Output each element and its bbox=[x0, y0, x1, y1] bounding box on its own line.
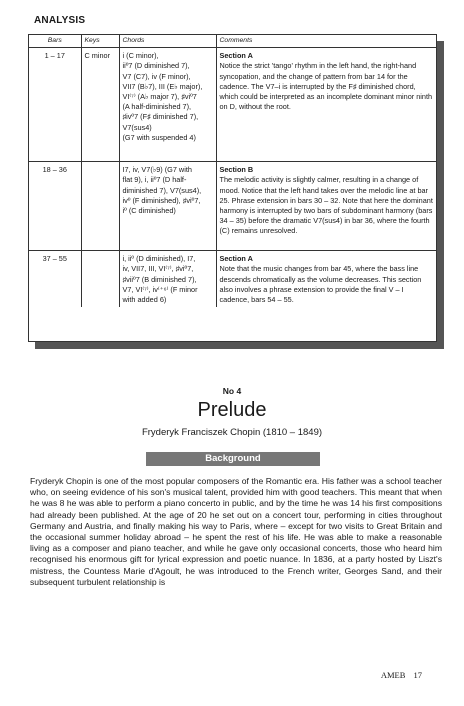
table-row bbox=[29, 48, 436, 162]
chord-line: iiº7 (D diminished 7), bbox=[122, 61, 190, 71]
body-text bbox=[30, 476, 442, 588]
chord-line: iº (C diminished) bbox=[122, 206, 176, 216]
comment-text: Note that the music changes from bar 45, where the bass line descends chromatically as the volume decreases. This section also involves a phrase extension to provide the final V – I cadence, bars 54 – 55. bbox=[219, 264, 422, 305]
chord-line: iv, VII7, III, VI⁽⁷⁾, ♯viº7, bbox=[122, 264, 194, 274]
chord-line: I7, iv, V7(♭9) (G7 with bbox=[122, 165, 192, 175]
chord-line: (G7 with suspended 4) bbox=[122, 132, 196, 142]
chord-line: V7, VI⁽⁷⁾, iv⁽⁺⁶⁾ (F minor bbox=[122, 284, 198, 294]
chord-line: ivº (F diminished), ♯viº7, bbox=[122, 195, 201, 205]
chord-line: (A half-diminished 7), bbox=[122, 102, 192, 112]
section-label: Section B bbox=[219, 165, 254, 175]
chord-line: VII7 (B♭7), III (E♭ major), bbox=[122, 81, 203, 91]
chord-line: ♯viiº7 (B diminished 7), bbox=[122, 274, 197, 284]
row-comments bbox=[216, 162, 436, 251]
row-chords bbox=[119, 251, 216, 308]
background-heading: Background bbox=[146, 452, 320, 466]
header-keys: Keys bbox=[81, 35, 119, 48]
section-label: Section A bbox=[219, 254, 253, 264]
body-paragraph: Fryderyk Chopin is one of the most popular composers of the Romantic era. His father was a school teacher who, on seeing evidence of his son's musical talent, provided him with good teachers. This meant that when he was 8 he was able to perform a piano concerto in public, and by the time he was 14 his first compositions had already been published. At the age of 20 he set out on a concert tour, performing in cities throughout Germany and Austria, and finally making his way to Paris, where – except for two visits to Great Britain and the occasional summer holiday abroad – he spent the rest of his life. He was able to make a reasonable living as a composer and piano teacher, and while he gave only occasional concerts, those who heard him recognised his enormous gift for lyrical expression and poetic nuance. In 1836, at a party hosted by Liszt's mistress, the Countess Marie d'Agoult, he was introduced to the French writer, Georges Sand, and their subsequent turbulent relationship is bbox=[30, 476, 442, 587]
analysis-table bbox=[29, 35, 436, 307]
row-chords bbox=[119, 162, 216, 251]
header-chords: Chords bbox=[119, 35, 216, 48]
footer-publisher: AMEB bbox=[380, 670, 406, 680]
header-bars: Bars bbox=[29, 35, 81, 48]
row-bars: 18 – 36 bbox=[29, 162, 81, 251]
composer-line: Fryderyk Franciszek Chopin (1810 – 1849) bbox=[141, 427, 323, 438]
page-number: 17 bbox=[413, 670, 422, 680]
row-comments bbox=[216, 251, 436, 308]
table-row bbox=[29, 251, 436, 308]
chord-line: i, iiº (D diminished), I7, bbox=[122, 254, 196, 264]
chord-line: diminished 7), V7(sus4), bbox=[122, 185, 202, 195]
chord-line: V7(sus4) bbox=[122, 122, 152, 132]
page-footer bbox=[375, 670, 422, 680]
piece-number: No 4 bbox=[222, 386, 242, 396]
section-heading: ANALYSIS bbox=[34, 15, 86, 26]
analysis-table-frame bbox=[28, 34, 437, 342]
chord-line: ♯ivº7 (F♯ diminished 7), bbox=[122, 112, 199, 122]
chord-line: with added 6) bbox=[122, 295, 167, 305]
chord-line: V7 (C7), iv (F minor), bbox=[122, 71, 191, 81]
row-bars: 1 – 17 bbox=[29, 48, 81, 162]
comment-text: Notice the strict 'tango' rhythm in the left hand, the right-hand syncopation, and the change of pattern from bar 14 for the cadence. The V7–i is interrupted by the F♯ diminished chord, which could be interpreted as an incomplete dominant minor ninth on D, without the root. bbox=[219, 61, 433, 112]
row-key bbox=[81, 251, 119, 308]
chord-line: VI⁽⁷⁾ (A♭ major 7), ♯viº7 bbox=[122, 92, 197, 102]
row-bars: 37 – 55 bbox=[29, 251, 81, 308]
row-key: C minor bbox=[81, 48, 119, 162]
chord-line: flat 9), i, iiº7 (D half- bbox=[122, 175, 187, 185]
row-chords bbox=[119, 48, 216, 162]
section-label: Section A bbox=[219, 51, 253, 61]
analysis-table-container bbox=[28, 34, 437, 342]
chord-line: i (C minor), bbox=[122, 51, 159, 61]
comment-text: The melodic activity is slightly calmer, resulting in a change of mood. Notice that the left hand takes over the melodic line at bar 25. Phrase extension in bars 30 – 32. Note that here the dominant harmony is interrupted by two bars of subdominant harmony (bars 34 – 35) before the dramatic V7(sus4) in bar 36, where the fourth (C) remains unresolved. bbox=[219, 175, 433, 236]
piece-title: Prelude bbox=[197, 399, 267, 421]
table-header-row bbox=[29, 35, 436, 48]
row-comments bbox=[216, 48, 436, 162]
row-key bbox=[81, 162, 119, 251]
header-comments: Comments bbox=[216, 35, 436, 48]
table-row bbox=[29, 162, 436, 251]
